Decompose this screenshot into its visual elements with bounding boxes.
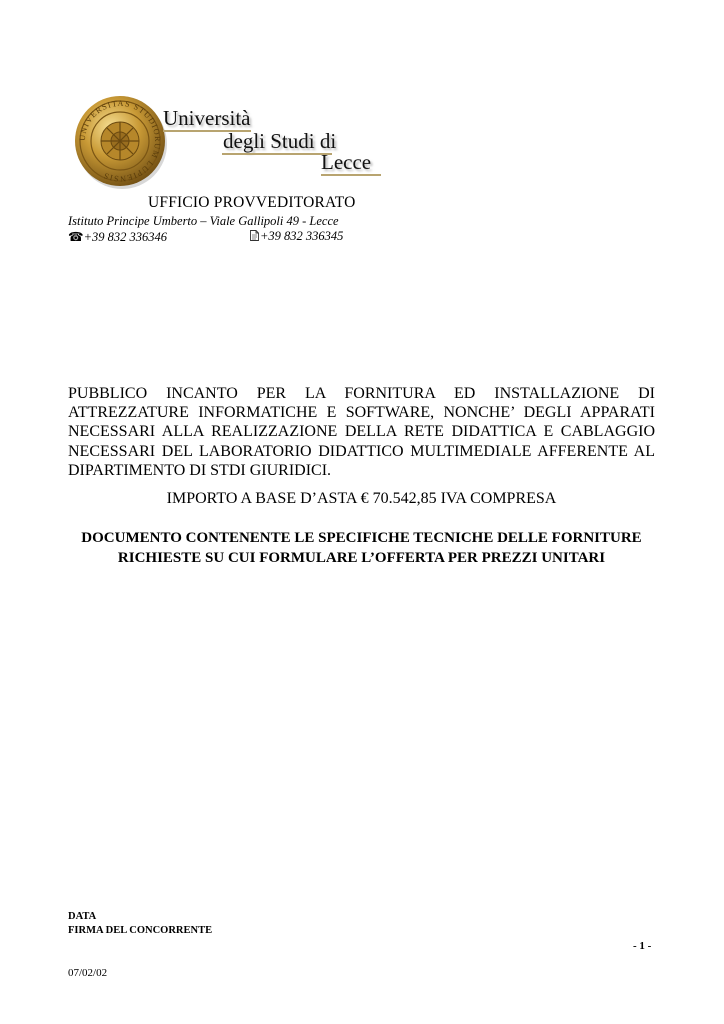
- university-seal-logo: [72, 93, 168, 189]
- logo-wordmark-line1: Università: [163, 106, 251, 130]
- fax-number: +39 832 336345: [250, 229, 343, 245]
- telephone-icon: ☎: [68, 230, 84, 244]
- office-address: Istituto Principe Umberto – Viale Gallipoli 49 - Lecce: [68, 214, 339, 228]
- signature-label: FIRMA DEL CONCORRENTE: [68, 925, 213, 936]
- phone-number: ☎+39 832 336346: [68, 230, 168, 244]
- logo-wordmark-line2: degli Studi di: [223, 129, 337, 153]
- logo-wordmark-line3: Lecce: [321, 150, 372, 174]
- document-title: DOCUMENTO CONTENENTE LE SPECIFICHE TECNICHE DELLE FORNITURE RICHIESTE SU CUI FORMULARE L’OFFERTA PER PREZZI UNITARI: [81, 530, 642, 566]
- tender-amount: IMPORTO A BASE D’ASTA € 70.542,85 IVA COMPRESA: [166, 490, 557, 507]
- document-date: 07/02/02: [68, 967, 108, 979]
- page-number: - 1 -: [633, 940, 652, 952]
- office-name: UFFICIO PROVVEDITORATO: [148, 194, 356, 211]
- date-label: DATA: [68, 911, 97, 922]
- fax-icon: [250, 230, 259, 245]
- svg-text:UNIVERSITAS STUDIORUM LUPIENSI: UNIVERSITAS STUDIORUM LUPIENSIS: [77, 98, 163, 184]
- logo-underline: [321, 174, 381, 176]
- logo-underline: [222, 153, 332, 155]
- tender-description: PUBBLICO INCANTO PER LA FORNITURA ED INSTALLAZIONE DI ATTREZZATURE INFORMATICHE E SOFTWARE, NONCHE’ DEGLI APPARATI NECESSARI ALLA REALIZZAZIONE DELLA RETE DIDATTICA E CABLAGGIO NECESSARI DEL LABORATORIO DIDATTICO MULTIMEDIALE AFFERENTE AL DIPARTIMENTO DI STDI GIURIDICI.: [68, 385, 655, 479]
